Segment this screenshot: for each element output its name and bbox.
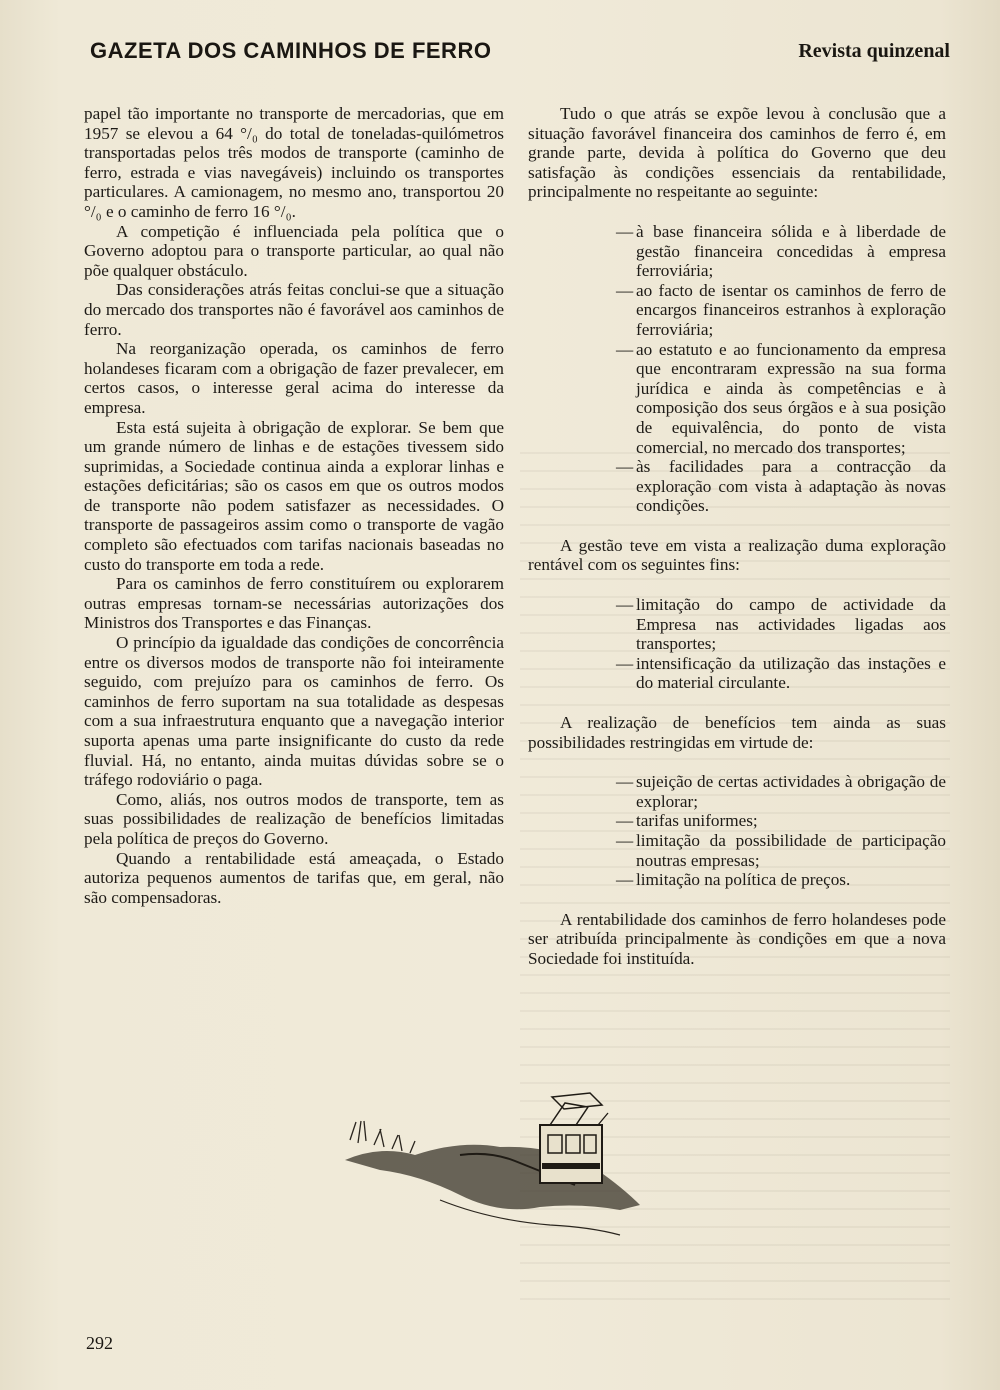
list-item: — intensificação da utilização das instações e do material circulante. [616, 653, 946, 693]
aims-list [528, 595, 946, 693]
list-item: — limitação do campo de actividade da Empresa nas actividades ligadas aos transportes; [616, 595, 946, 654]
list-dash: — [616, 280, 634, 300]
list-dash: — [616, 772, 634, 792]
list-dash: — [616, 595, 634, 615]
paragraph: A gestão teve em vista a realização duma exploração rentável com os seguintes fins: [528, 535, 946, 575]
paragraph: Para os caminhos de ferro constituírem ou explorarem outras empresas tornam-se necessárias autorizações dos Ministros dos Transportes e das Finanças. [84, 574, 504, 633]
paragraph: Esta está sujeita à obrigação de explorar. Se bem que um grande número de linhas e de estações tivessem sido suprimidas, a Sociedade continua ainda a explorar linhas e estações deficitárias; são os casos em que os outros modos de transporte não podem satisfazer as necessidades. O transporte de passageiros assim como o transporte de vagão completo são efectuados com tarifas nacionais baseadas no custo do transporte em toda a rede. [84, 417, 504, 574]
page-number: 292 [86, 1333, 113, 1353]
list-dash: — [616, 831, 634, 850]
train-illustration [340, 1085, 650, 1245]
journal-subtitle: Revista quinzenal [798, 40, 950, 62]
list-item: — ao estatuto e ao funcionamento da empresa que encontraram expressão na sua forma jurídica e ainda às competências e à composição dos seus órgãos e à sua posição de equivalência, do ponto de vista comercial, no mercado dos transportes; [616, 339, 946, 457]
list-item: — sujeição de certas actividades à obrigação de explorar; [616, 772, 946, 811]
paragraph: A competição é influenciada pela política que o Governo adoptou para o transporte particular, ao qual não põe qualquer obstáculo. [84, 221, 504, 280]
restrictions-list [528, 772, 946, 890]
journal-title: GAZETA DOS CAMINHOS DE FERRO [90, 38, 492, 63]
list-dash: — [616, 653, 634, 673]
paragraph: Tudo o que atrás se expõe levou à conclusão que a situação favorável financeira dos caminhos de ferro é, em grande parte, devida à política do Governo que deu satisfação às condições essenciais da rentabilidade, principalmente no respeitante ao seguinte: [528, 104, 946, 202]
left-column [84, 104, 504, 907]
conditions-list [528, 222, 946, 516]
right-column [528, 104, 946, 969]
list-dash: — [616, 811, 634, 831]
list-dash: — [616, 221, 634, 241]
list-item: — limitação da possibilidade de participação noutras empresas; [616, 831, 946, 870]
paragraph: papel tão importante no transporte de mercadorias, que em 1957 se elevou a 64 °/₀ do total de toneladas-quilómetros transportadas pelos três modos de transporte (caminho de ferro, estrada e vias navegáveis) incluindo os transportes particulares. A camionagem, no mesmo ano, transportou 20 °/₀ e o caminho de ferro 16 °/₀. [84, 104, 504, 221]
paragraph: A realização de benefícios tem ainda as suas possibilidades restringidas em virtude de: [528, 713, 946, 752]
paragraph: O princípio da igualdade das condições de concorrência entre os diversos modos de transporte não foi inteiramente seguido, com prejuízo para os caminhos de ferro. Os caminhos de ferro suportam na sua totalidade as despesas com a sua infraestrutura enquanto que a navegação interior suporta apenas uma parte insignificante do custo da rede fluvial. Há, no entanto, ainda muitas dúvidas sobre se o tráfego rodoviário o paga. [84, 633, 504, 790]
list-dash: — [616, 870, 634, 890]
paragraph: Como, aliás, nos outros modos de transporte, tem as suas possibilidades de realização de benefícios limitadas pela política de preços do Governo. [84, 789, 504, 848]
list-item: — às facilidades para a contracção da exploração com vista à adaptação às novas condições. [616, 457, 946, 516]
page-header [90, 38, 950, 70]
paragraph: Quando a rentabilidade está ameaçada, o Estado autoriza pequenos aumentos de tarifas que, em geral, não são compensadoras. [84, 848, 504, 907]
list-item: — à base financeira sólida e à liberdade de gestão financeira concedidas à empresa ferroviária; [616, 221, 946, 281]
paragraph: Das considerações atrás feitas conclui-se que a situação do mercado dos transportes não é favorável aos caminhos de ferro. [84, 280, 504, 339]
list-item: — limitação na política de preços. [616, 870, 851, 890]
list-item: — tarifas uniformes; [616, 811, 758, 831]
list-dash: — [616, 457, 634, 477]
paragraph: A rentabilidade dos caminhos de ferro holandeses pode ser atribuída principalmente às condições em que a nova Sociedade foi instituída. [528, 909, 946, 968]
list-dash: — [616, 339, 634, 359]
paragraph: Na reorganização operada, os caminhos de ferro holandeses ficaram com a obrigação de fazer prevalecer, em certos casos, o interesse geral acima do interesse da empresa. [84, 339, 504, 417]
list-item: — ao facto de isentar os caminhos de ferro de encargos financeiros estranhos à exploração ferroviária; [616, 280, 946, 339]
